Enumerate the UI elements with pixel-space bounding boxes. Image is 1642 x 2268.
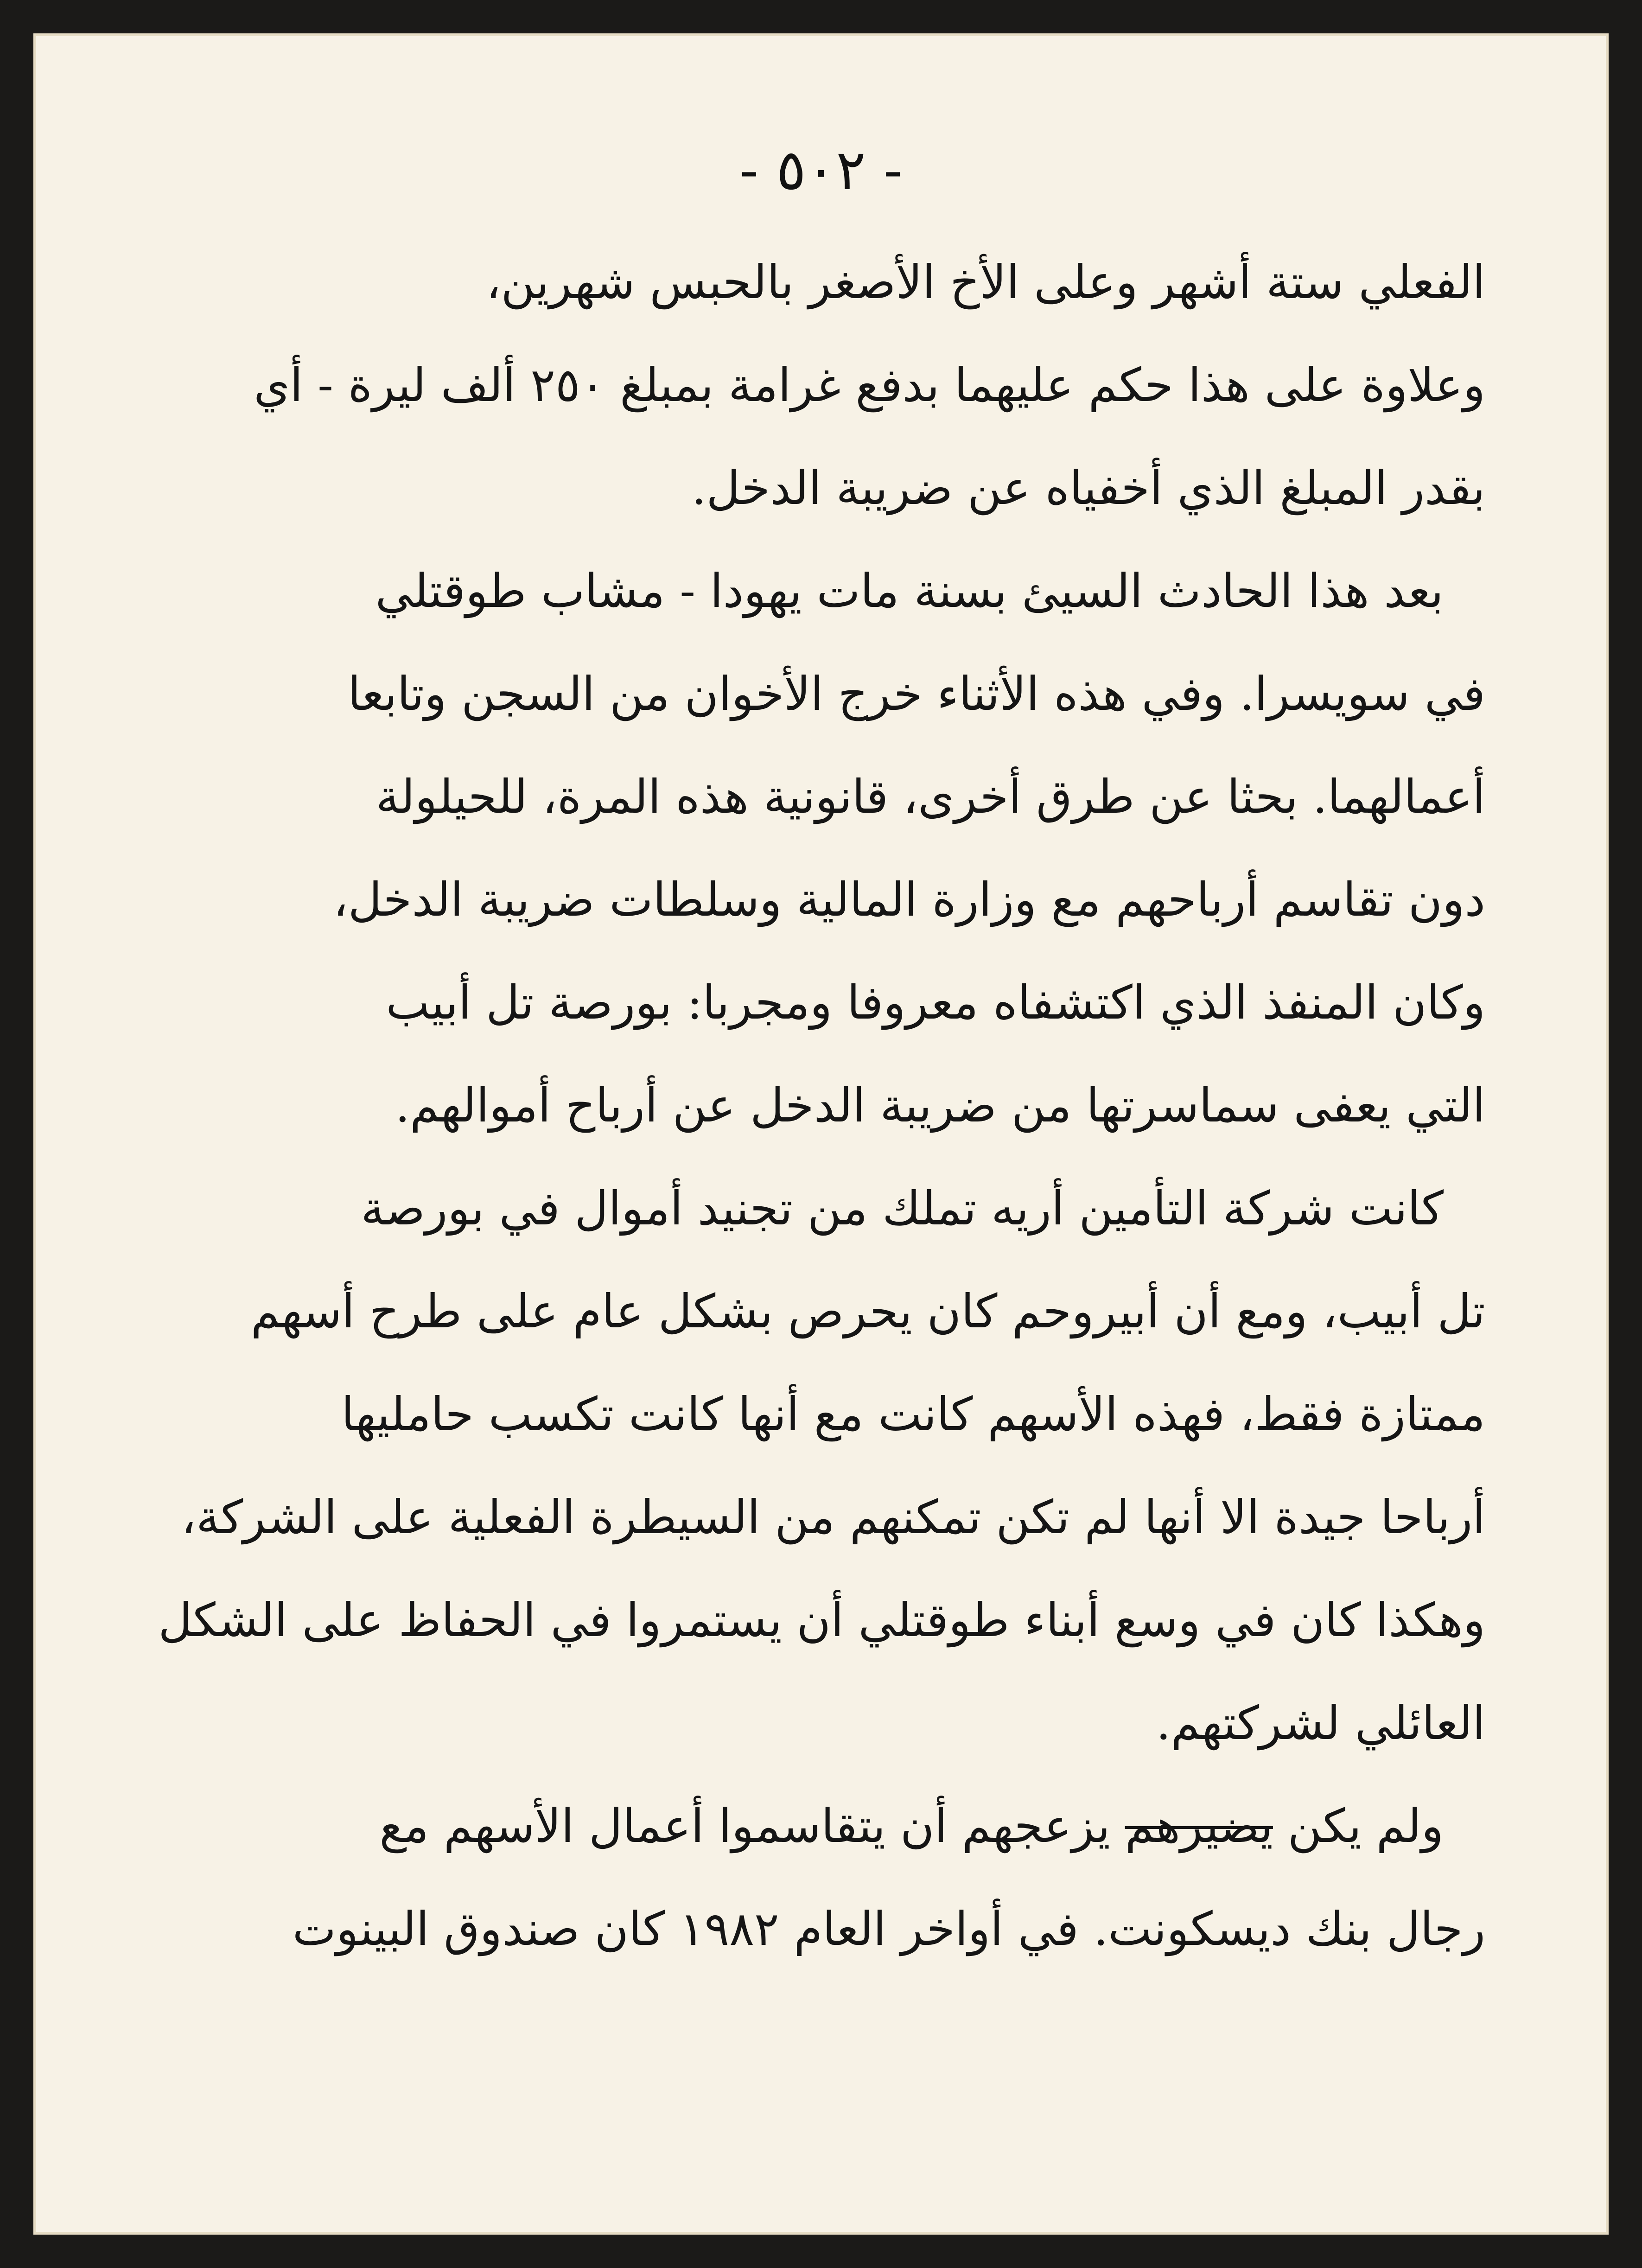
text-line: العائلي لشركتهم. [1156,1696,1485,1750]
paragraph-3 [147,1157,1485,1775]
text-line: الفعلي ستة أشهر وعلى الأخ الأصغر بالحبس شهرين، [486,255,1485,309]
text-line: بقدر المبلغ الذي أخفياه عن ضريبة الدخل. [691,461,1485,515]
text-line: أعمالهما. بحثا عن طرق أخرى، قانونية هذه المرة، للحيلولة [375,770,1485,824]
text-line: التي يعفى سماسرتها من ضريبة الدخل عن أرباح أموالهم. [395,1078,1485,1133]
text-line: رجال بنك ديسكونت. في أواخر العام ١٩٨٢ كان صندوق البينوت [292,1902,1485,1956]
text-line: أرباحا جيدة الا أنها لم تكن تمكنهم من السيطرة الفعلية على الشركة، [181,1490,1485,1544]
text-line: وهكذا كان في وسع أبناء طوقتلي أن يستمروا في الحفاظ على الشكل [158,1593,1485,1647]
text-fragment: يزعجهم أن يتقاسموا أعمال الأسهم مع [379,1799,1110,1853]
text-line: تل أبيب، ومع أن أبيروحم كان يحرص بشكل عام على طرح أسهم [250,1284,1485,1338]
handwritten-text-body [147,231,1485,1981]
paragraph-1 [147,231,1485,540]
struck-word: يضيرهم [1125,1799,1273,1853]
text-line: دون تقاسم أرباحهم مع وزارة المالية وسلطات ضريبة الدخل، [333,873,1485,927]
paragraph-2 [147,540,1485,1157]
paragraph-4 [147,1775,1485,1981]
text-line [147,1775,1485,1878]
text-line: ممتازة فقط، فهذه الأسهم كانت مع أنها كانت تكسب حامليها [341,1387,1485,1441]
manuscript-sheet [33,33,1609,2235]
text-line: في سويسرا. وفي هذه الأثناء خرج الأخوان من السجن وتابعا [348,667,1485,721]
text-line: وكان المنفذ الذي اكتشفاه معروفا ومجربا: بورصة تل أبيب [386,975,1485,1030]
text-line: بعد هذا الحادث السيئ بسنة مات يهودا - مشاب طوقتلي [375,564,1444,618]
text-line: وعلاوة على هذا حكم عليهما بدفع غرامة بمبلغ ٢٥٠ ألف ليرة - أي [254,358,1485,412]
page-number: - ٥٠٢ - [739,138,903,203]
text-line: كانت شركة التأمين أريه تملك من تجنيد أموال في بورصة [361,1181,1444,1236]
text-fragment: ولم يكن [1287,1799,1444,1853]
